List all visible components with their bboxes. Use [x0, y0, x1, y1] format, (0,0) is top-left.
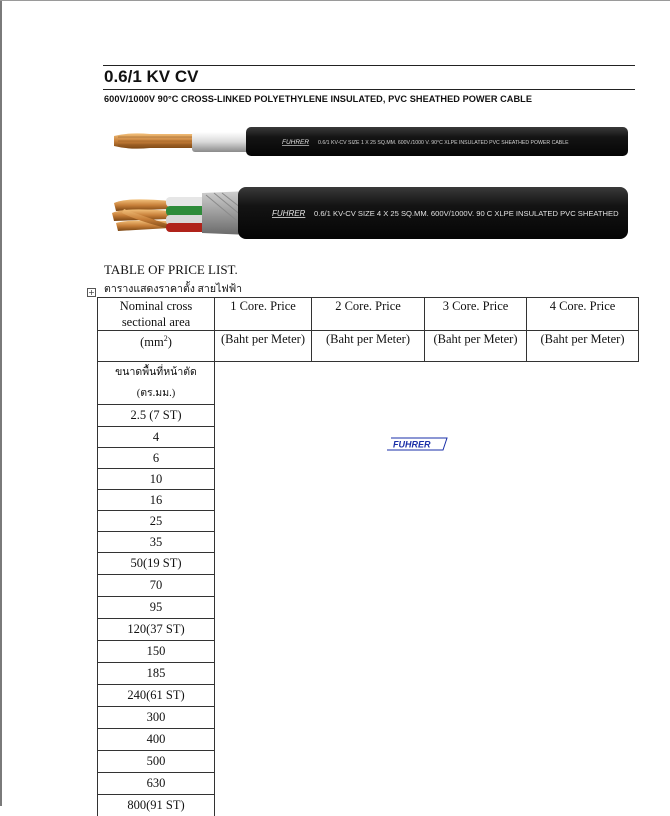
- size-cell: 16: [97, 489, 215, 510]
- cable-2-print: 0.6/1 KV-CV SIZE 4 X 25 SQ.MM. 600V/1000V. 90 C XLPE INSULATED PVC SHEATHED: [314, 209, 619, 218]
- price-table-heading-thai: ตารางแสดงราคาตั้ง สายไฟฟ้า: [104, 284, 243, 295]
- size-column: [97, 362, 215, 816]
- cable-1-image: [110, 122, 630, 160]
- size-cell: 10: [97, 468, 215, 489]
- size-cell: 25: [97, 510, 215, 531]
- fuhrer-logo-text: FUHRER: [393, 439, 431, 450]
- size-cell: 400: [97, 728, 215, 750]
- size-cell: 95: [97, 596, 215, 618]
- size-cell: 800(91 ST): [97, 794, 215, 816]
- fuhrer-logo: [385, 437, 449, 451]
- size-label-thai-line2: (ตร.มม.): [136, 388, 176, 399]
- cable-1-print: 0.6/1 KV-CV SIZE 1 X 25 SQ.MM. 600V./1000 V. 90°C XLPE INSULATED PVC SHEATHED POWER CABLE: [318, 140, 569, 146]
- size-cell: 185: [97, 662, 215, 684]
- size-cell: 6: [97, 447, 215, 468]
- size-label-thai-line1: ขนาดพื้นที่หน้าตัด: [115, 367, 197, 378]
- price-table: [97, 297, 639, 362]
- size-cell: 120(37 ST): [97, 618, 215, 640]
- cable-2-brand: FUHRER: [272, 209, 306, 218]
- header-nominal-area: Nominal cross sectional area: [98, 298, 215, 331]
- size-cell: 4: [97, 426, 215, 447]
- price-table-heading: TABLE OF PRICE LIST.: [104, 262, 238, 277]
- title-rule-top: [103, 65, 635, 66]
- header-3-core: 3 Core. Price: [425, 298, 527, 331]
- size-cell: 50(19 ST): [97, 552, 215, 574]
- size-cell: 35: [97, 531, 215, 552]
- size-cell: 2.5 (7 ST): [97, 404, 215, 426]
- size-cell: 630: [97, 772, 215, 794]
- header-2-core: 2 Core. Price: [312, 298, 425, 331]
- size-cell: 500: [97, 750, 215, 772]
- header-unit-4-core: (Baht per Meter): [527, 331, 639, 362]
- header-4-core: 4 Core. Price: [527, 298, 639, 331]
- title-rule-bottom: [103, 89, 635, 90]
- header-unit-area: $(mm^2)$: [98, 331, 215, 362]
- header-unit-1-core: (Baht per Meter): [215, 331, 312, 362]
- page-edge: [0, 0, 2, 806]
- cable-1-brand: FUHRER: [282, 139, 310, 146]
- size-label-thai: [97, 362, 215, 404]
- size-cell: 240(61 ST): [97, 684, 215, 706]
- header-1-core: 1 Core. Price: [215, 298, 312, 331]
- document-title: 0.6/1 KV CV: [104, 67, 199, 86]
- cable-2-image: [110, 185, 630, 243]
- size-cell: 300: [97, 706, 215, 728]
- header-unit-3-core: (Baht per Meter): [425, 331, 527, 362]
- document-subtitle: 600V/1000V 90°C CROSS-LINKED POLYETHYLENE INSULATED, PVC SHEATHED POWER CABLE: [104, 94, 533, 104]
- header-unit-2-core: (Baht per Meter): [312, 331, 425, 362]
- table-move-handle-icon[interactable]: +: [88, 288, 95, 297]
- size-cell: 150: [97, 640, 215, 662]
- page-edge-top: [0, 0, 670, 1]
- size-cell: 70: [97, 574, 215, 596]
